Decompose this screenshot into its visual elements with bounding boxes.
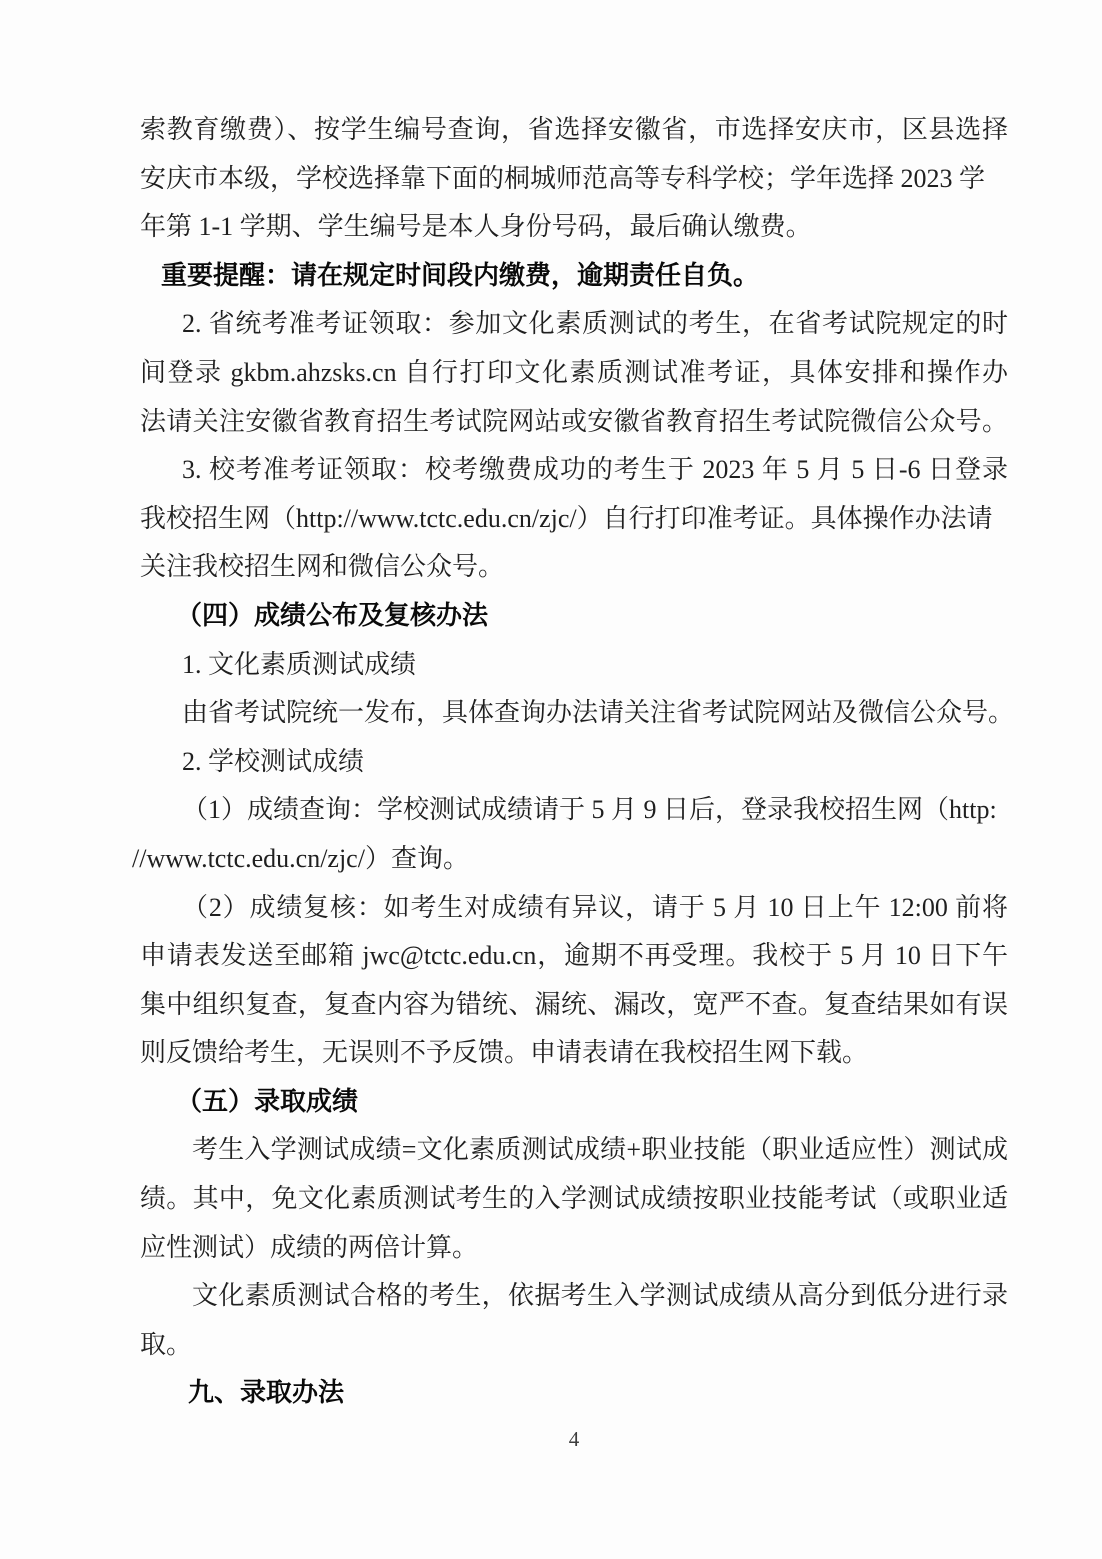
text-line-13: 由省考试院统一发布，具体查询办法请关注省考试院网站及微信公众号。: [182, 698, 1015, 728]
important-note-line: 重要提醒：请在规定时间段内缴费，逾期责任自负。: [161, 260, 760, 290]
text-line-24: 应性测试）成绩的两倍计算。: [140, 1232, 479, 1262]
document-body: [132, 106, 1015, 1418]
text-line-2: 安庆市本级，学校选择靠下面的桐城师范高等专科学校；学年选择 2023 学: [140, 163, 986, 193]
text-line-19: 集中组织复查，复查内容为错统、漏统、漏改，宽严不查。复查结果如有误: [140, 989, 1008, 1019]
text-line-14: 2. 学校测试成绩: [182, 746, 365, 776]
text-line-25: 文化素质测试合格的考生，依据考生入学测试成绩从高分到低分进行录: [192, 1281, 1008, 1311]
section-heading-5: （五）录取成绩: [176, 1086, 359, 1116]
text-line-8: 3. 校考准考证领取：校考缴费成功的考生于 2023 年 5 月 5 日-6 日登录: [182, 455, 1008, 485]
text-line-10: 关注我校招生网和微信公众号。: [140, 552, 505, 582]
text-line-26: 取。: [140, 1329, 193, 1359]
text-line-9: 我校招生网（http://www.tctc.edu.cn/zjc/）自行打印准考证。具体操作办法请: [140, 503, 993, 533]
page-number: 4: [568, 1427, 580, 1451]
text-line-20: 则反馈给考生，无误则不予反馈。申请表请在我校招生网下载。: [140, 1038, 869, 1068]
section-heading-9: 九、录取办法: [188, 1378, 345, 1408]
text-line-1: 索教育缴费）、按学生编号查询，省选择安徽省，市选择安庆市，区县选择: [140, 115, 1008, 144]
text-line-23: 绩。其中，免文化素质测试考生的入学测试成绩按职业技能考试（或职业适: [140, 1184, 1008, 1214]
text-line-3: 年第 1-1 学期、学生编号是本人身份号码，最后确认缴费。: [140, 212, 812, 242]
text-line-16: //www.tctc.edu.cn/zjc/）查询。: [132, 843, 469, 873]
text-line-22: 考生入学测试成绩=文化素质测试成绩+职业技能（职业适应性）测试成: [192, 1135, 1008, 1165]
text-line-5: 2. 省统考准考证领取：参加文化素质测试的考生，在省考试院规定的时: [182, 309, 1008, 339]
text-line-15: （1）成绩查询：学校测试成绩请于 5 月 9 日后，登录我校招生网（http:: [182, 795, 997, 825]
text-line-7: 法请关注安徽省教育招生考试院网站或安徽省教育招生考试院微信公众号。: [140, 406, 1008, 436]
text-line-17: （2）成绩复核：如考生对成绩有异议，请于 5 月 10 日上午 12:00 前将: [182, 892, 1008, 922]
text-line-12: 1. 文化素质测试成绩: [182, 649, 417, 679]
text-line-18: 申请表发送至邮箱 jwc@tctc.edu.cn，逾期不再受理。我校于 5 月 10 日下午: [140, 941, 1008, 971]
text-line-6: 间登录 gkbm.ahzsks.cn 自行打印文化素质测试准考证，具体安排和操作办: [140, 357, 1008, 387]
section-heading-4: （四）成绩公布及复核办法: [176, 600, 489, 630]
